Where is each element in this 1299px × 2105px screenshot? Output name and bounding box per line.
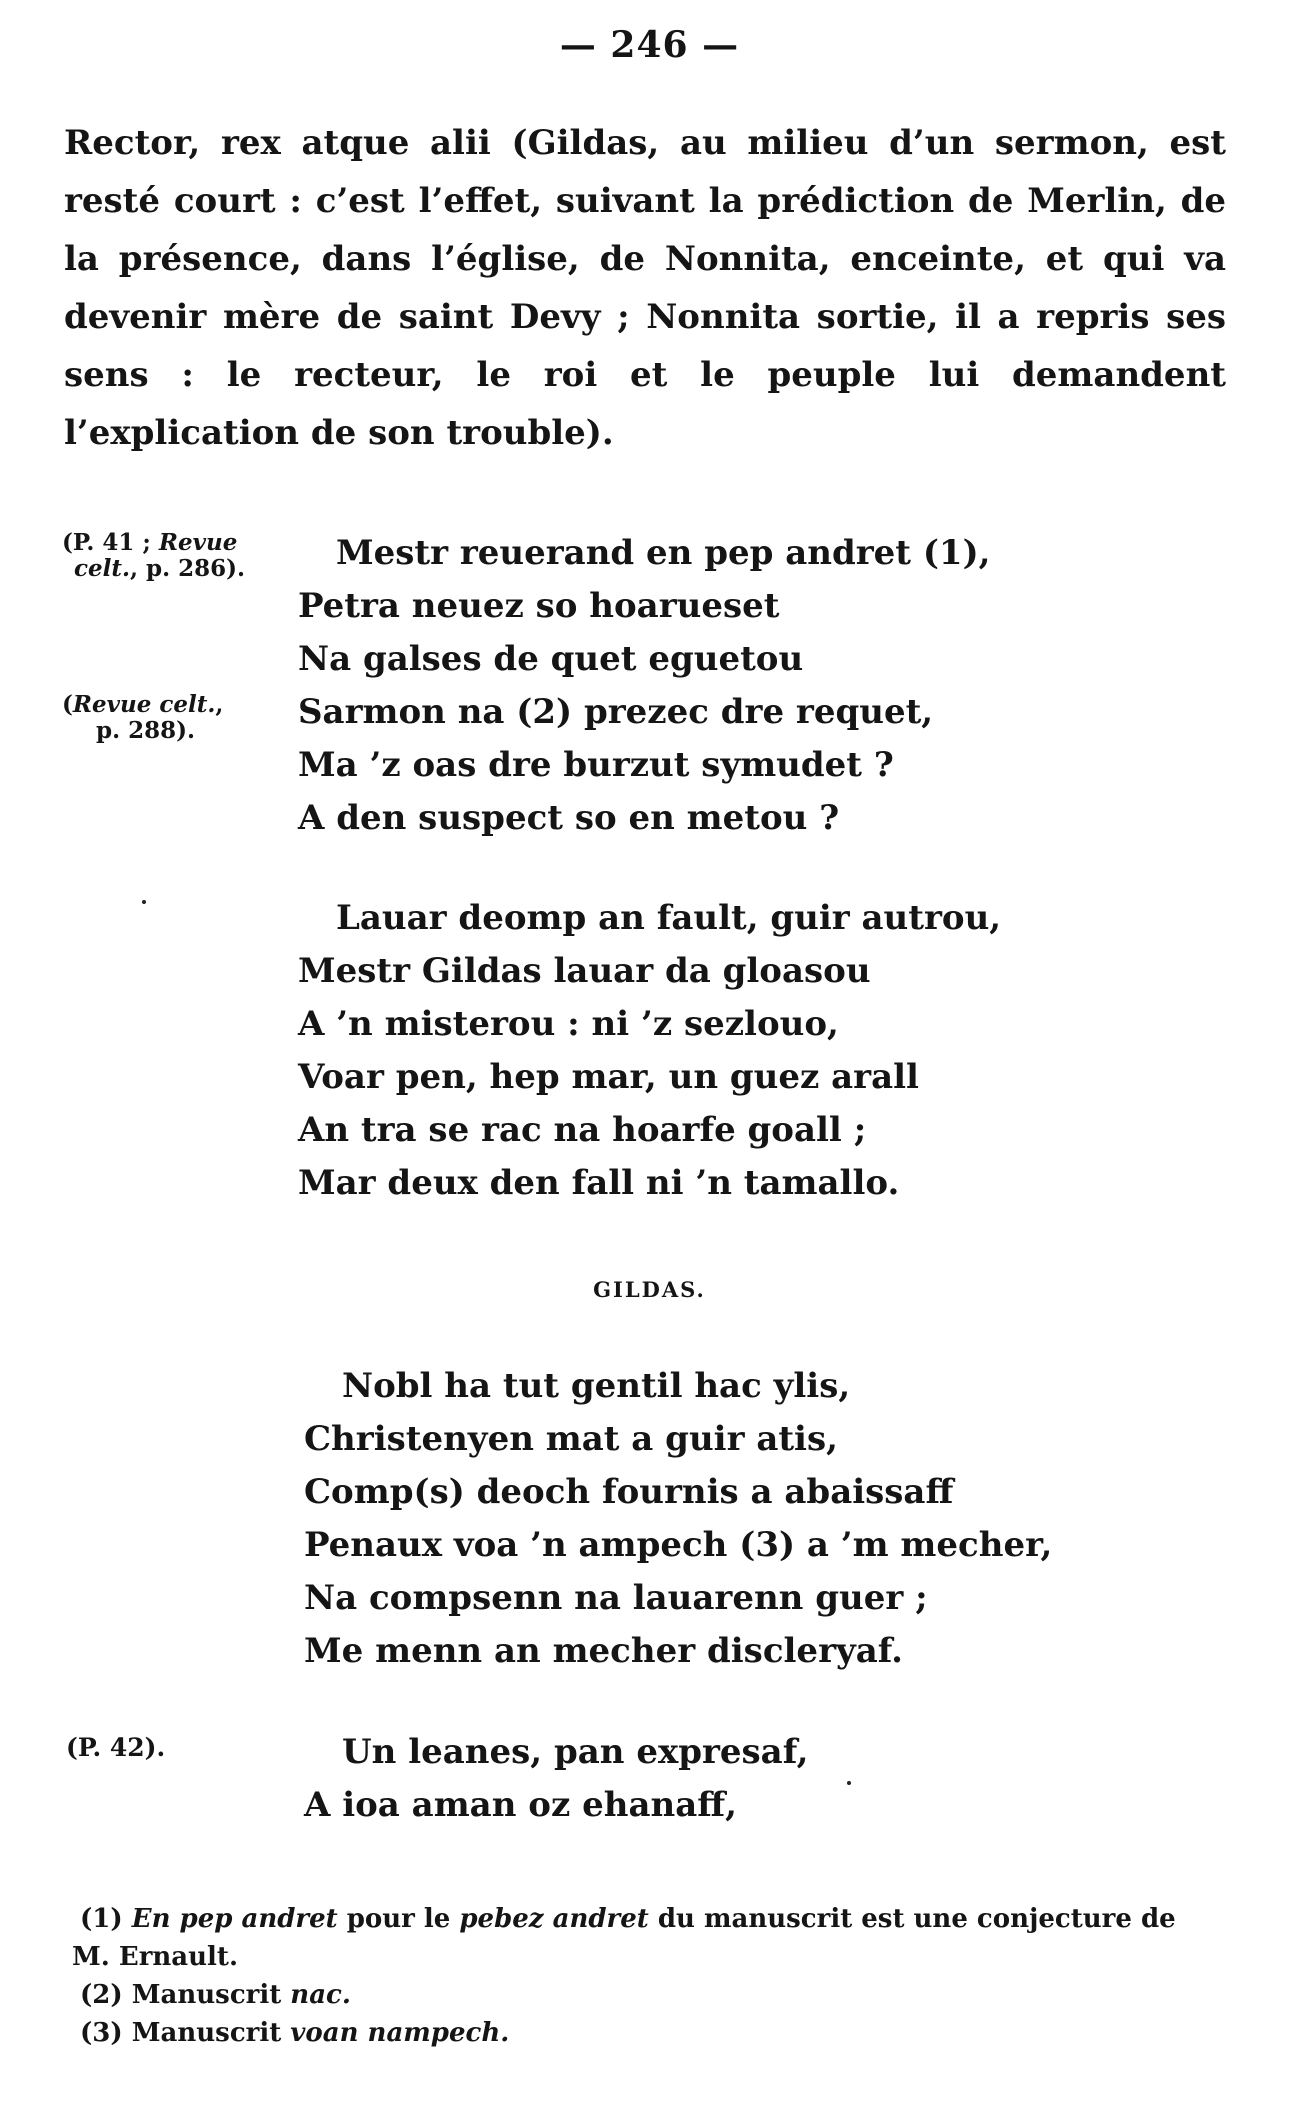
verse-line: Na compsenn na lauarenn guer ; <box>304 1578 928 1618</box>
verse-stanza-3 <box>304 1360 1052 1678</box>
footnote-1: (1) En pep andret pour le pebez andret du manuscrit est une conjecture de <box>80 1904 1176 1934</box>
verse-line: A ’n misterou : ni ’z sezlouo, <box>298 1004 839 1044</box>
verse-line: Comp(s) deoch fournis a abaissaff <box>304 1472 954 1512</box>
verse-line: Voar pen, hep mar, un guez arall <box>298 1057 919 1097</box>
verse-line: Na galses de quet eguetou <box>298 639 804 679</box>
verse-line: Nobl ha tut gentil hac ylis, <box>342 1366 851 1406</box>
verse-line: Penaux voa ’n ampech (3) a ’m mecher, <box>304 1525 1053 1565</box>
footnote-1-continued: M. Ernault. <box>72 1942 238 1972</box>
intro-paragraph: Rector, rex atque alii (Gildas, au milieu d’un sermon, est resté court : c’est l’effet, suivant la prédiction de Merlin, de la présence, dans l’église, de Nonnita, enceinte, et qui va devenir mère de saint Devy ; Nonnita sortie, il a repris ses sens : le recteur, le roi et le peuple lui demandent l’explication de son trouble). <box>64 123 1226 453</box>
verse-stanza-2 <box>298 892 1001 1210</box>
verse-stanza-1 <box>298 527 991 845</box>
margin-note-p42: (P. 42). <box>66 1733 166 1762</box>
speaker-heading: GILDAS. <box>593 1277 706 1302</box>
verse-line: An tra se rac na hoarfe goall ; <box>298 1110 867 1150</box>
footnote-2: (2) Manuscrit nac. <box>80 1980 351 2010</box>
page-number: — 246 — <box>559 24 740 66</box>
verse-line: Me menn an mecher discleryaf. <box>304 1631 904 1671</box>
verse-line: Mestr Gildas lauar da gloasou <box>298 951 871 991</box>
verse-line: Mar deux den fall ni ’n tamallo. <box>298 1163 900 1203</box>
verse-line: Christenyen mat a guir atis, <box>304 1419 838 1459</box>
verse-line: Lauar deomp an fault, guir autrou, <box>336 898 1002 938</box>
verse-line: Ma ’z oas dre burzut symudet ? <box>298 745 894 785</box>
verse-line: Petra neuez so hoarueset <box>298 586 780 626</box>
margin-note-p41: (P. 41 ; Revue celt., p. 286). <box>62 529 246 582</box>
ink-speck <box>847 1781 851 1785</box>
verse-line: Un leanes, pan expresaf, <box>342 1732 809 1772</box>
verse-line: Sarmon na (2) prezec dre requet, <box>298 692 934 732</box>
footnote-3: (3) Manuscrit voan nampech. <box>80 2018 510 2048</box>
footnotes <box>72 1900 1230 2052</box>
margin-note-revue-celt-288: (Revue celt., p. 288). <box>62 691 224 744</box>
verse-stanza-4 <box>304 1726 808 1832</box>
verse-line: A den suspect so en metou ? <box>298 798 840 838</box>
verse-line: Mestr reuerand en pep andret (1), <box>336 533 991 573</box>
ink-speck <box>142 900 146 904</box>
verse-line: A ioa aman oz ehanaff, <box>304 1785 737 1825</box>
